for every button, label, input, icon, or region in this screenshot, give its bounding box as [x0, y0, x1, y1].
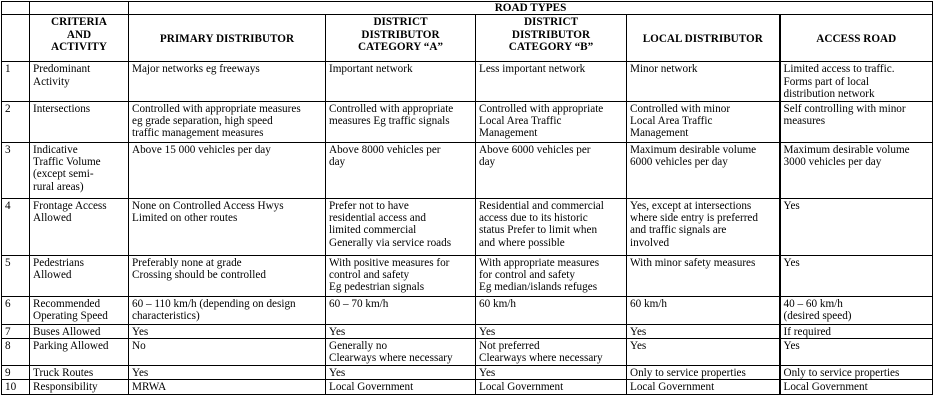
criteria-cell — [30, 324, 129, 338]
cell-line: status Prefer to limit when — [479, 224, 598, 237]
cell-line: Yes — [479, 325, 496, 338]
cell-line: measures — [783, 115, 826, 128]
cell-line: day — [329, 156, 346, 169]
cell-line: 6000 vehicles per day — [630, 156, 728, 169]
criteria-cell — [30, 62, 129, 101]
district-a-cell — [326, 255, 476, 296]
primary-distributor-cell — [129, 101, 326, 142]
criteria-cell — [30, 142, 129, 198]
cell-line: CRITERIA — [51, 16, 107, 29]
cell-line: Operating Speed — [33, 310, 108, 323]
row-number-cell: 6 — [2, 296, 30, 324]
cell-line: LOCAL DISTRIBUTOR — [642, 32, 763, 45]
table-row — [2, 380, 933, 394]
cell-line: Activity — [33, 75, 70, 88]
cell-line: Eg median/islands refuges — [479, 281, 598, 294]
local-distributor-cell — [627, 198, 780, 255]
access-road-header — [780, 15, 933, 62]
district-b-cell — [476, 101, 627, 142]
cell-line: Maximum desirable volume — [783, 143, 910, 156]
cell-line: Only to service properties — [783, 366, 900, 379]
cell-line: Yes — [479, 366, 496, 379]
table-body — [2, 62, 933, 394]
cell-line: DISTRIBUTOR — [511, 28, 591, 41]
access-road-cell — [780, 198, 933, 255]
cell-line: Yes — [630, 325, 647, 338]
cell-line: characteristics) — [132, 310, 200, 323]
cell-line: With appropriate measures — [479, 256, 600, 269]
cell-line: Local Government — [630, 381, 715, 394]
cell-line: Local Area Traffic — [630, 115, 713, 128]
cell-line: Yes — [132, 325, 149, 338]
row-number-cell: 8 — [2, 339, 30, 366]
cell-line: Crossing should be controlled — [132, 269, 266, 282]
cell-line: Yes — [329, 325, 346, 338]
cell-line: Clearways where necessary — [329, 352, 453, 365]
criteria-cell — [30, 255, 129, 296]
district-b-cell — [476, 339, 627, 366]
table-row — [2, 142, 933, 198]
cell-line: Yes — [630, 340, 647, 353]
cell-line: Not preferred — [479, 340, 540, 353]
cell-line: Allowed — [33, 269, 72, 282]
cell-line: (desired speed) — [783, 310, 852, 323]
cell-line: Recommended — [33, 297, 101, 310]
table-row — [2, 62, 933, 101]
cell-line: Local Government — [329, 381, 414, 394]
local-distributor-header — [627, 15, 780, 62]
cell-line: Management — [479, 127, 538, 140]
group-header-row — [2, 2, 933, 15]
table-row — [2, 101, 933, 142]
road-types-group-header: ROAD TYPES — [129, 2, 933, 15]
cell-line: Only to service properties — [630, 366, 746, 379]
cell-line: 40 – 60 km/h — [783, 297, 843, 310]
cell-line: Important network — [329, 63, 413, 76]
cell-line: Yes — [132, 366, 149, 379]
cell-line: PRIMARY DISTRIBUTOR — [159, 32, 295, 45]
local-distributor-cell — [627, 365, 780, 379]
cell-line: Yes — [329, 366, 346, 379]
cell-line: Yes, except at intersections — [630, 199, 752, 212]
column-header-row — [2, 15, 933, 62]
blank-corner-cell — [2, 2, 30, 15]
primary-distributor-cell — [129, 198, 326, 255]
criteria-column-header — [30, 15, 129, 62]
cell-line: ACTIVITY — [51, 41, 107, 54]
cell-line: ACCESS ROAD — [816, 32, 897, 45]
cell-line: Frontage Access — [33, 199, 107, 212]
row-number-cell: 4 — [2, 198, 30, 255]
cell-line: Controlled with minor — [630, 102, 731, 115]
criteria-cell — [30, 365, 129, 379]
cell-line: 60 km/h — [479, 297, 516, 310]
district-a-cell — [326, 380, 476, 394]
cell-line: traffic management measures — [132, 127, 264, 140]
cell-line: day — [479, 156, 496, 169]
row-number-cell: 10 — [2, 380, 30, 394]
cell-line: Above 6000 vehicles per — [479, 143, 591, 156]
cell-line: DISTRICT — [523, 16, 579, 29]
cell-line: involved — [630, 236, 670, 249]
blank-corner-cell — [30, 2, 129, 15]
cell-line: Limited access to traffic. — [783, 63, 895, 76]
cell-line: Allowed — [33, 212, 72, 225]
local-distributor-cell — [627, 339, 780, 366]
cell-line: where side entry is preferred — [630, 212, 758, 225]
cell-line: for control and safety — [479, 269, 575, 282]
cell-line: (except semi- — [33, 168, 94, 181]
district-a-cell — [326, 142, 476, 198]
district-b-cell — [476, 324, 627, 338]
cell-line: eg grade separation, high speed — [132, 115, 273, 128]
district-a-cell — [326, 101, 476, 142]
cell-line: MRWA — [132, 381, 167, 394]
cell-line: Minor network — [630, 63, 698, 76]
primary-distributor-cell — [129, 296, 326, 324]
cell-line: Residential and commercial — [479, 199, 604, 212]
cell-line: Clearways where necessary — [479, 352, 603, 365]
district-distributor-a-header — [326, 15, 476, 62]
cell-line: Pedestrians — [33, 256, 84, 269]
primary-distributor-cell — [129, 255, 326, 296]
table-row — [2, 255, 933, 296]
access-road-cell — [780, 339, 933, 366]
district-a-cell — [326, 198, 476, 255]
district-b-cell — [476, 142, 627, 198]
primary-distributor-cell — [129, 324, 326, 338]
cell-line: Local Area Traffic — [479, 115, 562, 128]
district-b-cell — [476, 255, 627, 296]
cell-line: Prefer not to have — [329, 199, 409, 212]
cell-line: Traffic Volume — [33, 156, 101, 169]
table-row — [2, 365, 933, 379]
cell-line: distribution network — [783, 88, 875, 101]
cell-line: control and safety — [329, 269, 410, 282]
criteria-cell — [30, 101, 129, 142]
criteria-cell — [30, 296, 129, 324]
cell-line: Management — [630, 127, 689, 140]
local-distributor-cell — [627, 62, 780, 101]
primary-distributor-cell — [129, 380, 326, 394]
access-road-cell — [780, 380, 933, 394]
cell-line: 60 – 110 km/h (depending on design — [132, 297, 296, 310]
cell-line: Predominant — [33, 63, 91, 76]
cell-line: With minor safety measures — [630, 256, 756, 269]
cell-line: No — [132, 340, 146, 353]
local-distributor-cell — [627, 255, 780, 296]
cell-line: access due to its historic — [479, 212, 588, 225]
access-road-cell — [780, 324, 933, 338]
cell-line: Generally via service roads — [329, 236, 452, 249]
cell-line: Preferably none at grade — [132, 256, 242, 269]
district-b-cell — [476, 62, 627, 101]
cell-line: rural areas) — [33, 180, 84, 193]
district-a-cell — [326, 296, 476, 324]
local-distributor-cell — [627, 324, 780, 338]
cell-line: 60 km/h — [630, 297, 667, 310]
cell-line: Controlled with appropriate — [329, 102, 454, 115]
access-road-cell — [780, 62, 933, 101]
table-row — [2, 324, 933, 338]
district-a-cell — [326, 339, 476, 366]
access-road-cell — [780, 365, 933, 379]
cell-line: Maximum desirable volume — [630, 143, 757, 156]
row-number-cell: 7 — [2, 324, 30, 338]
criteria-cell — [30, 198, 129, 255]
cell-line: If required — [783, 325, 832, 338]
local-distributor-cell — [627, 296, 780, 324]
cell-line: Eg pedestrian signals — [329, 281, 425, 294]
cell-line: residential access and — [329, 212, 426, 225]
primary-distributor-cell — [129, 62, 326, 101]
primary-distributor-cell — [129, 339, 326, 366]
cell-line: Local Government — [479, 381, 564, 394]
district-distributor-b-header — [476, 15, 627, 62]
number-column-header — [2, 15, 30, 62]
cell-line: AND — [66, 28, 92, 41]
access-road-cell — [780, 255, 933, 296]
cell-line: Above 15 000 vehicles per day — [132, 143, 271, 156]
cell-line: Controlled with appropriate — [479, 102, 604, 115]
criteria-cell — [30, 339, 129, 366]
access-road-cell — [780, 101, 933, 142]
primary-distributor-cell — [129, 142, 326, 198]
table-row — [2, 296, 933, 324]
cell-line: Less important network — [479, 63, 586, 76]
cell-line: Buses Allowed — [33, 325, 101, 338]
cell-line: Parking Allowed — [33, 340, 109, 353]
cell-line: limited commercial — [329, 224, 417, 237]
district-a-cell — [326, 324, 476, 338]
cell-line: DISTRIBUTOR — [361, 28, 440, 41]
cell-line: CATEGORY “A” — [357, 41, 444, 54]
cell-line: Intersections — [33, 102, 91, 115]
local-distributor-cell — [627, 142, 780, 198]
cell-line: Generally no — [329, 340, 388, 353]
road-types-table — [1, 1, 933, 395]
primary-distributor-cell — [129, 365, 326, 379]
cell-line: Limited on other routes — [132, 212, 238, 225]
cell-line: measures Eg traffic signals — [329, 115, 450, 128]
access-road-cell — [780, 142, 933, 198]
criteria-cell — [30, 380, 129, 394]
row-number-cell: 2 — [2, 101, 30, 142]
cell-line: Yes — [783, 199, 800, 212]
access-road-cell — [780, 296, 933, 324]
primary-distributor-header — [129, 15, 326, 62]
table-row — [2, 198, 933, 255]
cell-line: Forms part of local — [783, 75, 869, 88]
cell-line: Indicative — [33, 143, 78, 156]
row-number-cell: 5 — [2, 255, 30, 296]
row-number-cell: 1 — [2, 62, 30, 101]
cell-line: CATEGORY “B” — [508, 41, 594, 54]
cell-line: Major networks eg freeways — [132, 63, 260, 76]
district-a-cell — [326, 62, 476, 101]
district-a-cell — [326, 365, 476, 379]
cell-line: Local Government — [783, 381, 868, 394]
cell-line: and traffic signals are — [630, 224, 727, 237]
row-number-cell: 3 — [2, 142, 30, 198]
district-b-cell — [476, 296, 627, 324]
cell-line: Controlled with appropriate measures — [132, 102, 301, 115]
table-row — [2, 339, 933, 366]
cell-line: Above 8000 vehicles per — [329, 143, 441, 156]
cell-line: Truck Routes — [33, 366, 94, 379]
district-b-cell — [476, 380, 627, 394]
cell-line: Yes — [783, 340, 800, 353]
row-number-cell: 9 — [2, 365, 30, 379]
cell-line: None on Controlled Access Hwys — [132, 199, 284, 212]
cell-line: With positive measures for — [329, 256, 450, 269]
district-b-cell — [476, 198, 627, 255]
local-distributor-cell — [627, 101, 780, 142]
cell-line: 60 – 70 km/h — [329, 297, 389, 310]
cell-line: Yes — [783, 256, 800, 269]
cell-line: 3000 vehicles per day — [783, 156, 882, 169]
cell-line: Responsibility — [33, 381, 98, 394]
local-distributor-cell — [627, 380, 780, 394]
district-b-cell — [476, 365, 627, 379]
cell-line: Self controlling with minor — [783, 102, 906, 115]
cell-line: and where possible — [479, 236, 565, 249]
cell-line: DISTRICT — [373, 16, 428, 29]
